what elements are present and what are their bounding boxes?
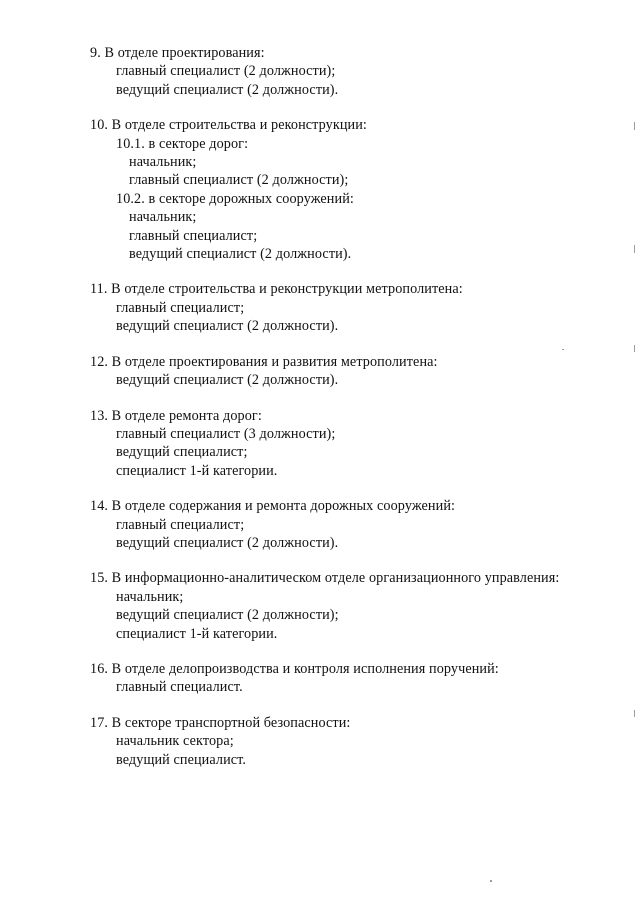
scan-speck <box>562 349 564 350</box>
position-line: главный специалист. <box>116 679 243 696</box>
section-heading: 13. В отделе ремонта дорог: <box>90 407 262 424</box>
section-10 <box>90 116 630 263</box>
scan-edge-mark <box>634 710 635 717</box>
position-line: главный специалист; <box>116 516 245 533</box>
scan-edge-mark <box>634 245 635 253</box>
position-line: ведущий специалист (2 должности). <box>129 246 352 263</box>
section-9 <box>90 44 630 99</box>
section-15 <box>90 569 630 643</box>
scan-edge-mark <box>634 122 635 130</box>
subsection-10-1 <box>90 135 630 190</box>
position-line: начальник; <box>129 209 197 226</box>
position-line: специалист 1-й категории. <box>116 625 278 642</box>
position-line: главный специалист; <box>129 227 258 244</box>
position-line: начальник; <box>129 154 197 171</box>
section-heading: 17. В секторе транспортной безопасности: <box>90 714 351 731</box>
section-12 <box>90 353 630 390</box>
position-line: начальник; <box>116 588 184 605</box>
position-line: главный специалист (2 должности); <box>129 172 349 189</box>
section-11 <box>90 280 630 335</box>
position-line: ведущий специалист (2 должности). <box>116 372 339 389</box>
section-heading: 15. В информационно-аналитическом отделе организационного управления: <box>90 570 560 587</box>
subsection-heading: 10.1. в секторе дорог: <box>116 135 249 152</box>
document-body <box>90 44 630 769</box>
position-line: специалист 1-й категории. <box>116 462 278 479</box>
scan-speck <box>490 880 492 882</box>
position-line: главный специалист; <box>116 299 245 316</box>
section-14 <box>90 497 630 552</box>
section-heading: 14. В отделе содержания и ремонта дорожных сооружений: <box>90 498 456 515</box>
scan-edge-mark <box>634 345 635 352</box>
subsection-heading: 10.2. в секторе дорожных сооружений: <box>116 190 354 207</box>
position-line: ведущий специалист (2 должности); <box>116 607 339 624</box>
position-line: начальник сектора; <box>116 733 234 750</box>
position-line: ведущий специалист (2 должности). <box>116 534 339 551</box>
position-line: главный специалист (3 должности); <box>116 425 336 442</box>
section-heading: 11. В отделе строительства и реконструкции метрополитена: <box>90 281 463 298</box>
position-line: ведущий специалист (2 должности). <box>116 81 339 98</box>
subsection-10-2 <box>90 190 630 264</box>
position-line: ведущий специалист. <box>116 751 247 768</box>
position-line: главный специалист (2 должности); <box>116 63 336 80</box>
section-heading: 10. В отделе строительства и реконструкции: <box>90 117 367 134</box>
section-13 <box>90 407 630 481</box>
section-16 <box>90 660 630 697</box>
section-heading: 16. В отделе делопроизводства и контроля исполнения поручений: <box>90 660 499 677</box>
section-heading: 12. В отделе проектирования и развития метрополитена: <box>90 353 438 370</box>
position-line: ведущий специалист; <box>116 444 248 461</box>
section-heading: 9. В отделе проектирования: <box>90 45 265 61</box>
position-line: ведущий специалист (2 должности). <box>116 318 339 335</box>
section-17 <box>90 714 630 769</box>
